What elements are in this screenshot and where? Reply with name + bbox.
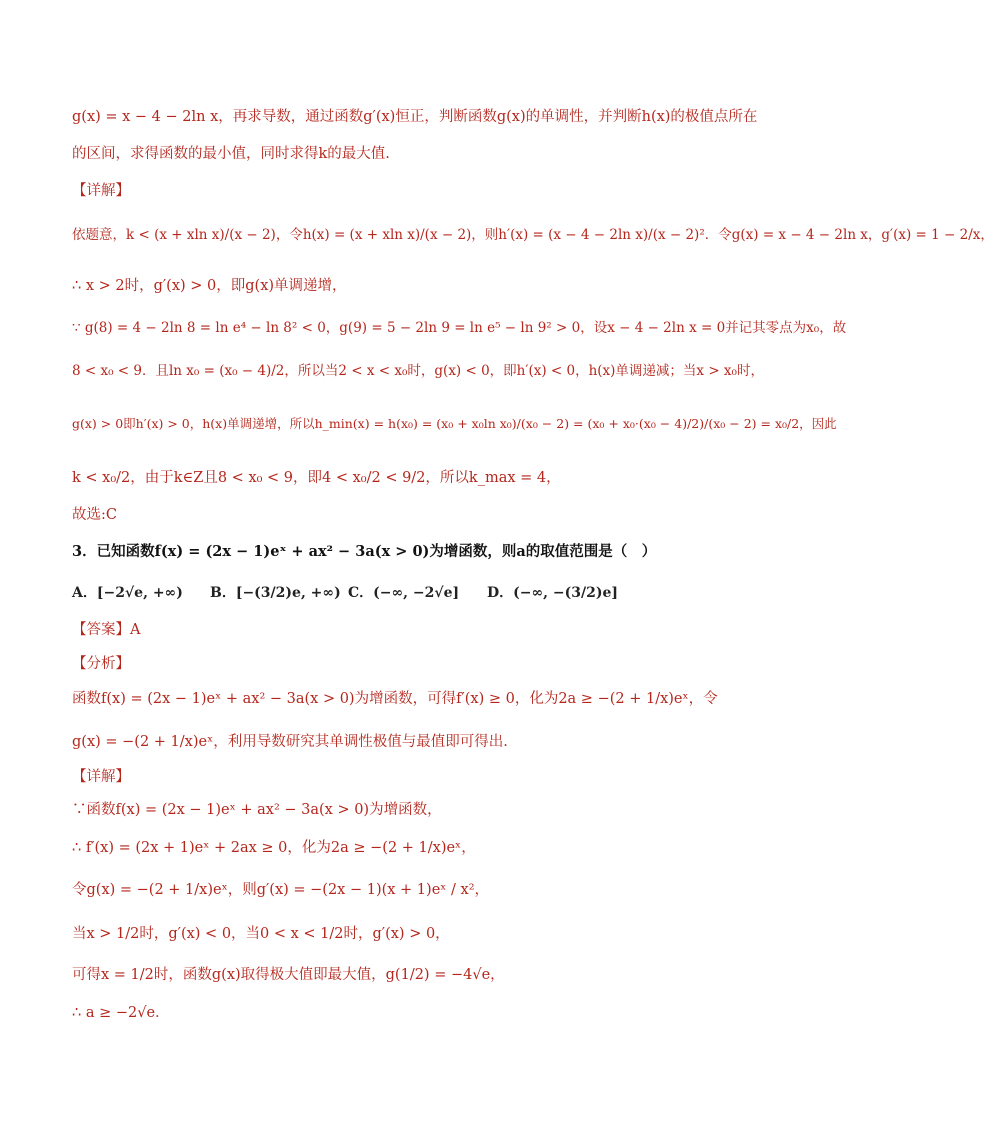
- detail-line: ∴ x > 2时，g′(x) > 0，即g(x)单调递增，: [72, 278, 347, 294]
- detail-line: 当x > 1/2时，g′(x) < 0，当0 < x < 1/2时，g′(x) > 0，: [72, 926, 450, 942]
- detail-line: 故选:C: [72, 507, 117, 523]
- detail-header: 【详解】: [72, 183, 130, 199]
- detail-line: ∵ g(8) = 4 − 2ln 8 = ln e⁴ − ln 8² < 0，g(9) = 5 − 2ln 9 = ln e⁵ − ln 9² > 0，设x − 4 − 2ln x = 0并记其零点为x₀，故: [72, 320, 847, 336]
- detail-line: ∵函数f(x) = (2x − 1)eˣ + ax² − 3a(x > 0)为增函数，: [72, 802, 442, 818]
- detail-line: k < x₀/2，由于k∈Z且8 < x₀ < 9，即4 < x₀/2 < 9/2，所以k_max = 4，: [72, 470, 561, 486]
- detail-line: 8 < x₀ < 9．且ln x₀ = (x₀ − 4)/2，所以当2 < x < x₀时，g(x) < 0，即h′(x) < 0，h(x)单调递减；当x > x₀时，: [72, 363, 764, 379]
- option-d: D．(−∞, −(3/2)e]: [487, 585, 619, 601]
- detail-line: 令g(x) = −(2 + 1/x)eˣ，则g′(x) = −(2x − 1)(x + 1)eˣ / x²，: [72, 882, 490, 898]
- analysis-line: g(x) = x − 4 − 2ln x，再求导数，通过函数g′(x)恒正，判断函数g(x)的单调性，并判断h(x)的极值点所在: [72, 109, 758, 125]
- detail-header: 【详解】: [72, 769, 130, 785]
- detail-line: ∴ f′(x) = (2x + 1)eˣ + 2ax ≥ 0，化为2a ≥ −(2 + 1/x)eˣ，: [72, 840, 476, 856]
- detail-line: 依题意，k < (x + xln x)/(x − 2)，令h(x) = (x + xln x)/(x − 2)，则h′(x) = (x − 4 − 2ln x)/(x − 2)²．令g(x) = x − 4 − 2ln x，g′(x) = 1 − 2/x，: [72, 227, 994, 243]
- detail-line: g(x) > 0即h′(x) > 0，h(x)单调递增，所以h_min(x) = h(x₀) = (x₀ + x₀ln x₀)/(x₀ − 2) = (x₀ + x₀·(x₀ − 4)/2)/(x₀ − 2) = x₀/2，因此: [72, 416, 837, 431]
- analysis-header: 【分析】: [72, 656, 130, 672]
- option-b: B．[−(3/2)e, +∞): [210, 585, 341, 601]
- option-c: C．(−∞, −2√e]: [348, 585, 460, 601]
- detail-line: 可得x = 1/2时，函数g(x)取得极大值即最大值，g(1/2) = −4√e，: [72, 967, 505, 983]
- detail-line: ∴ a ≥ −2√e．: [72, 1005, 170, 1021]
- answer-line: 【答案】A: [72, 622, 141, 638]
- question-stem: 3．已知函数f(x) = (2x − 1)eˣ + ax² − 3a(x > 0)为增函数，则a的取值范围是（ ）: [72, 543, 657, 560]
- option-a: A．[−2√e, +∞): [72, 585, 183, 601]
- analysis-line: 函数f(x) = (2x − 1)eˣ + ax² − 3a(x > 0)为增函数，可得f′(x) ≥ 0，化为2a ≥ −(2 + 1/x)eˣ，令: [72, 691, 718, 707]
- analysis-line: g(x) = −(2 + 1/x)eˣ，利用导数研究其单调性极值与最值即可得出.: [72, 734, 508, 750]
- analysis-line: 的区间，求得函数的最小值，同时求得k的最大值.: [72, 146, 390, 162]
